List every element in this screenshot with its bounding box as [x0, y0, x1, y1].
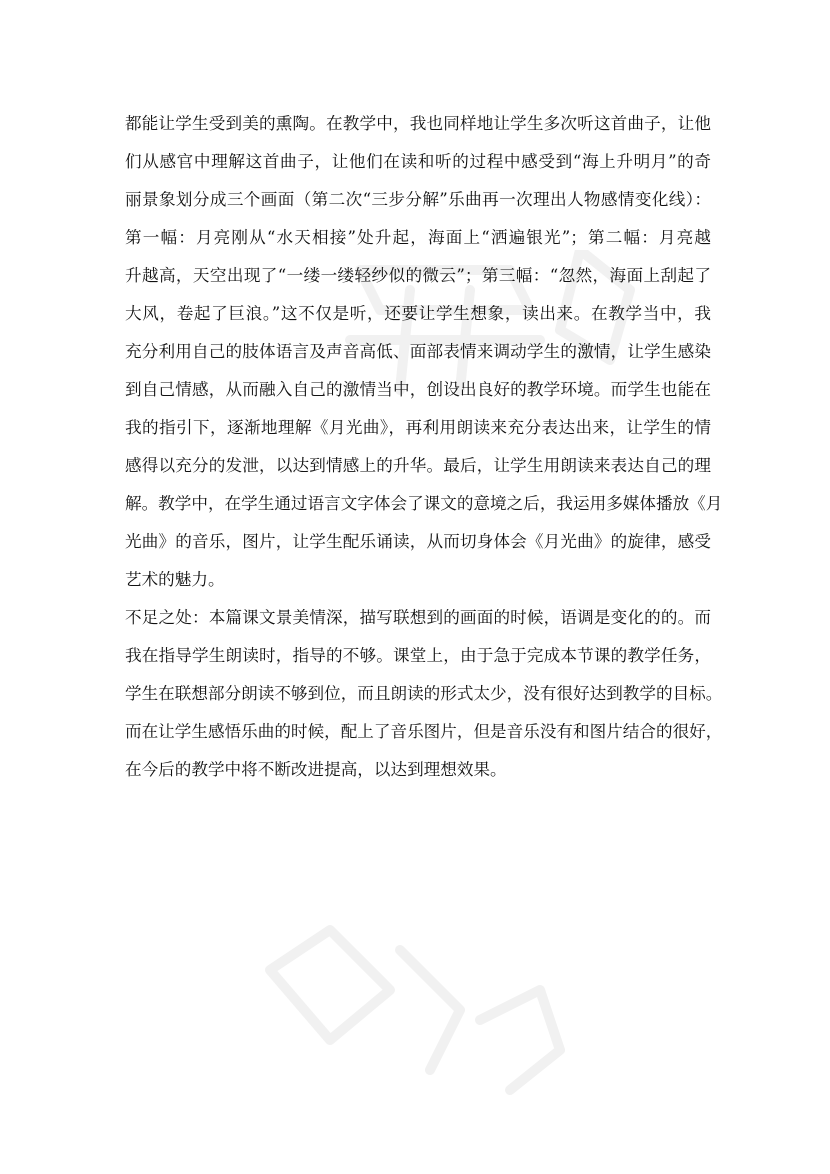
- text-line: 在今后的教学中将不断改进提高，以达到理想效果。: [125, 760, 507, 779]
- text-line: 不足之处：本篇课文景美情深，描写联想到的画面的时候，语调是变化的的。而: [125, 608, 711, 627]
- text-line: 到自己情感，从而融入自己的激情当中，创设出良好的教学环境。而学生也能在: [125, 380, 711, 399]
- text-line: 升越高，天空出现了“一缕一缕轻纱似的微云”；第三幅：“忽然，海面上刮起了: [125, 266, 711, 285]
- text-line: 而在让学生感悟乐曲的时候，配上了音乐图片，但是音乐没有和图片结合的很好，: [125, 722, 723, 741]
- text-line: 艺术的魅力。: [125, 570, 225, 589]
- document-body: [125, 105, 723, 789]
- text-line: 学生在联想部分朗读不够到位，而且朗读的形式太少，没有很好达到教学的目标。: [125, 684, 723, 703]
- text-line: 光曲》的音乐，图片，让学生配乐诵读，从而切身体会《月光曲》的旋律，感受: [125, 532, 711, 551]
- paragraph-1: [125, 105, 723, 599]
- text-line: 们从感官中理解这首曲子，让他们在读和听的过程中感受到“海上升明月”的奇: [125, 152, 711, 171]
- text-line: 我的指引下，逐渐地理解《月光曲》，再利用朗读来充分表达出来，让学生的情: [125, 418, 711, 437]
- text-line: 我在指导学生朗读时，指导的不够。课堂上，由于急于完成本节课的教学任务，: [125, 646, 711, 665]
- text-line: 充分利用自己的肢体语言及声音高低、面部表情来调动学生的激情，让学生感染: [125, 342, 711, 361]
- text-line: 都能让学生受到美的熏陶。在教学中，我也同样地让学生多次听这首曲子，让他: [125, 114, 711, 133]
- text-line: 解。教学中，在学生通过语言文字体会了课文的意境之后，我运用多媒体播放《月: [125, 494, 723, 513]
- text-line: 大风，卷起了巨浪。”这不仅是听，还要让学生想象，读出来。在教学当中，我: [125, 304, 711, 323]
- text-line: 感得以充分的发泄，以达到情感上的升华。最后，让学生用朗读来表达自己的理: [125, 456, 711, 475]
- paragraph-2: [125, 599, 723, 789]
- text-line: 第一幅：月亮刚从“水天相接”处升起，海面上“洒遍银光”；第二幅：月亮越: [125, 228, 711, 247]
- text-line: 丽景象划分成三个画面（第二次“三步分解”乐曲再一次理出人物感情变化线）：: [125, 190, 711, 209]
